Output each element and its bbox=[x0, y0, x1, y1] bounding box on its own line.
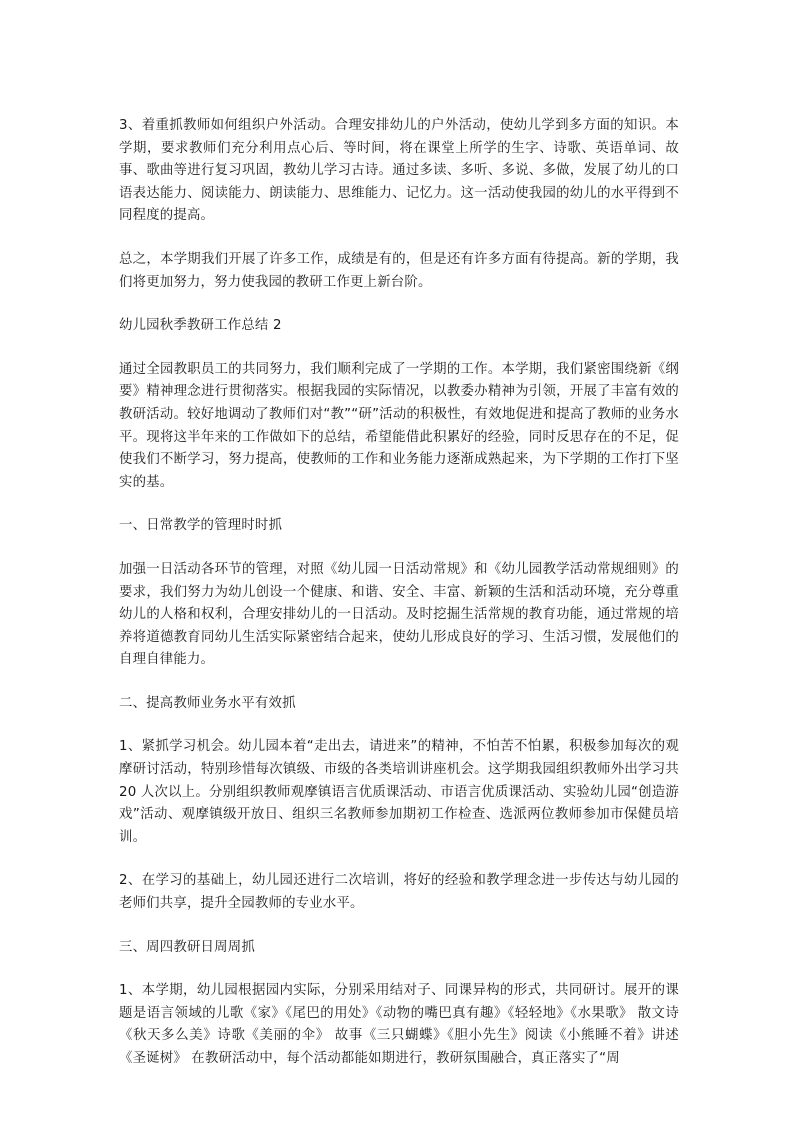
paragraph-spacer bbox=[119, 849, 679, 870]
paragraph-spacer bbox=[119, 294, 679, 315]
heading-thursday-research: 三、周四教研日周周抓 bbox=[119, 939, 255, 955]
paragraph-spacer bbox=[119, 715, 679, 736]
paragraph-spacer bbox=[119, 338, 679, 359]
heading-teacher-skills: 二、提高教师业务水平有效抓 bbox=[119, 695, 296, 711]
paragraph-spacer bbox=[119, 538, 679, 559]
paragraph-outdoor-activities: 3、着重抓教师如何组织户外活动。合理安排幼儿的户外活动，使幼儿学到多方面的知识。本学期，要求教师们充分利用点心后、等时间，将在课堂上所学的生字、诗歌、英语单词、故事、歌曲等进行复习巩固，教幼儿学习古诗。通过多读、多听、多说、多做，发展了幼儿的口语表达能力、阅读能力、朗读能力、思维能力、记忆力。这一活动使我园的幼儿的水平得到不同程度的提高。 bbox=[119, 118, 679, 224]
paragraph-secondary-training: 2、在学习的基础上，幼儿园还进行二次培训，将好的经验和教学理念进一步传达与幼儿园的老师们共享，提升全园教师的专业水平。 bbox=[119, 873, 679, 912]
heading-daily-teaching: 一、日常教学的管理时时抓 bbox=[119, 518, 283, 534]
section-title: 幼儿园秋季教研工作总结 2 bbox=[119, 318, 282, 334]
paragraph-daily-management: 加强一日活动各环节的管理，对照《幼儿园一日活动常规》和《幼儿园教学活动常规细则》的要求，我们努力为幼儿创设一个健康、和谐、安全、丰富、新颖的生活和活动环境，充分尊重幼儿的人格和权利，合理安排幼儿的一日活动。及时挖掘生活常规的教育功能，通过常规的培养将道德教育同幼儿生活实际紧密结合起来，使幼儿形成良好的学习、生活习惯，发展他们的自理自律能力。 bbox=[119, 561, 679, 668]
paragraph-spacer bbox=[119, 494, 679, 515]
document-page bbox=[119, 115, 679, 1071]
paragraph-research-topics: 1、本学期，幼儿园根据园内实际，分别采用结对子、同课异构的形式，共同研讨。展开的课题是语言领域的儿歌《家》《尾巴的用处》《动物的嘴巴真有趣》《轻轻地》《水果歌》 散文诗《秋天多么美》诗歌《美丽的伞》 故事《三只蝴蝶》《胆小先生》阅读《小熊睡不着》讲述《圣诞树》 在教研活动中，每个活动都能如期进行，教研氛围融合，真正落实了“周 bbox=[119, 983, 679, 1066]
paragraph-conclusion: 总之，本学期我们开展了许多工作，成绩是有的，但是还有许多方面有待提高。新的学期，我们将更加努力，努力使我园的教研工作更上新台阶。 bbox=[119, 251, 679, 290]
paragraph-spacer bbox=[119, 959, 679, 980]
paragraph-spacer bbox=[119, 916, 679, 937]
paragraph-spacer bbox=[119, 672, 679, 693]
paragraph-learning-opportunities: 1、紧抓学习机会。幼儿园本着“走出去，请进来”的精神，不怕苦不怕累，积极参加每次的观摩研讨活动，特别珍惜每次镇级、市级的各类培训讲座机会。这学期我园组织教师外出学习共 20 人次以上。分别组织教师观摩镇语言优质课活动、市语言优质课活动、实验幼儿园“创造游戏”活动、观摩镇级开放日、组织三名教师参加期初工作检查、选派两位教师参加市保健员培训。 bbox=[119, 739, 679, 845]
paragraph-spacer bbox=[119, 228, 679, 249]
paragraph-introduction: 通过全园教职员工的共同努力，我们顺利完成了一学期的工作。本学期，我们紧密围绕新《纲要》精神理念进行贯彻落实。根据我园的实际情况，以教委办精神为引领，开展了丰富有效的教研活动。较好地调动了教师们对“教”“研”活动的积极性，有效地促进和提高了教师的业务水平。现将这半年来的工作做如下的总结，希望能借此积累好的经验，同时反思存在的不足，促使我们不断学习，努力提高，使教师的工作和业务能力逐渐成熟起来，为下学期的工作打下坚实的基。 bbox=[119, 361, 679, 490]
